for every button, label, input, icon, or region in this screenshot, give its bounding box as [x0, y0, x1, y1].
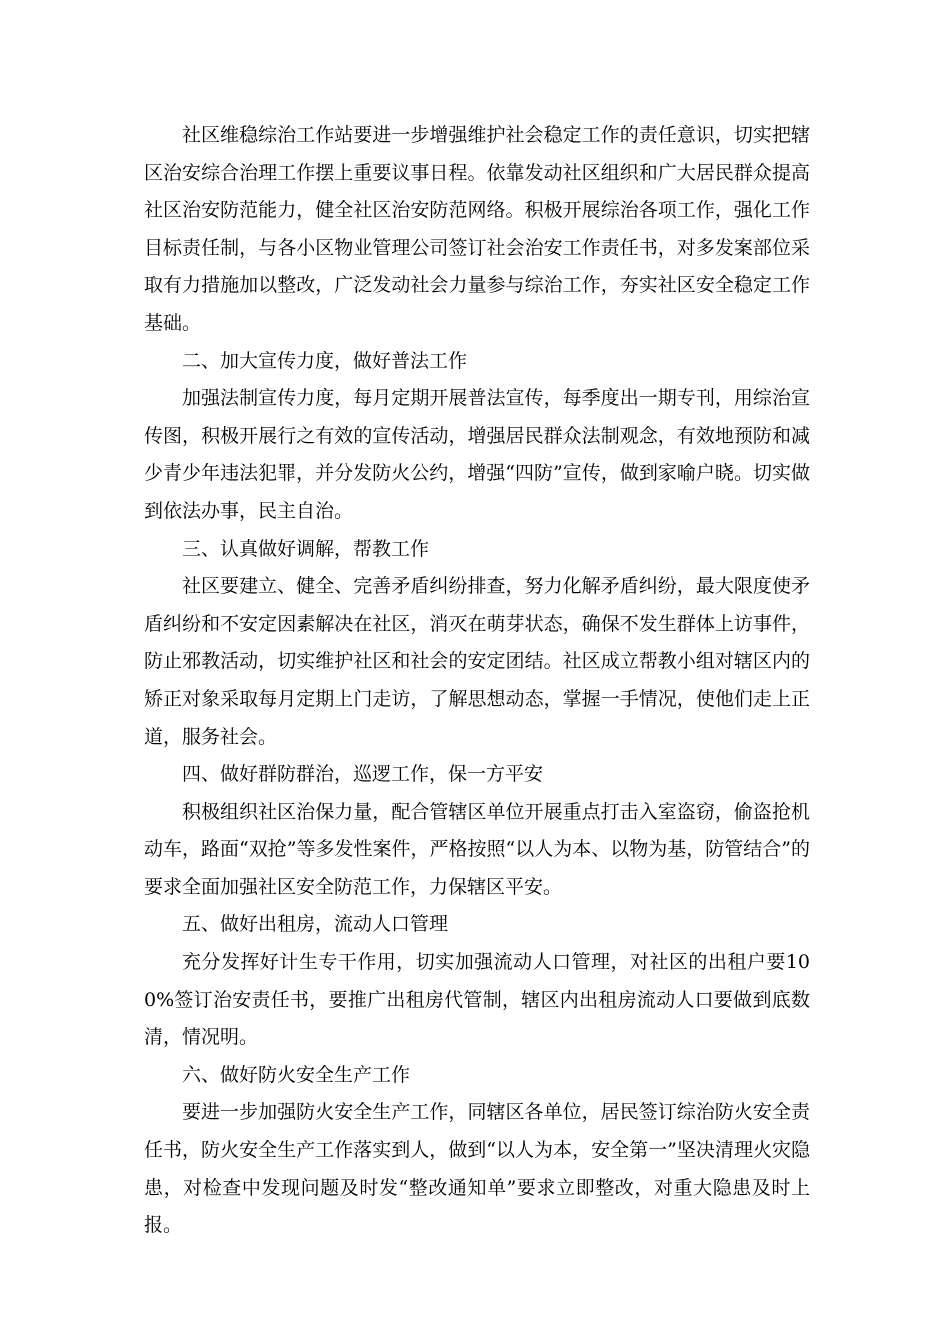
- paragraph-mediation: 社区要建立、健全、完善矛盾纠纷排查，努力化解矛盾纠纷，最大限度使矛盾纠纷和不安定因素解决在社区，消灭在萌芽状态，确保不发生群体上访事件，防止邪教活动，切实维护社区和社会的安定团结。社区成立帮教小组对辖区内的矫正对象采取每月定期上门走访，了解思想动态，掌握一手情况，使他们走上正道，服务社会。: [144, 575, 810, 748]
- section-heading-2: 二、加大宣传力度，做好普法工作: [182, 349, 468, 372]
- section-heading-5: 五、做好出租房，流动人口管理: [182, 913, 449, 936]
- paragraph-stability-work: 社区维稳综治工作站要进一步增强维护社会稳定工作的责任意识，切实把辖区治安综合治理工作摆上重要议事日程。依靠发动社区组织和广大居民群众提高社区治安防范能力，健全社区治安防范网络。积极开展综治各项工作，强化工作目标责任制，与各小区物业管理公司签订社会治安工作责任书，对多发案部位采取有力措施加以整改，广泛发动社会力量参与综治工作，夯实社区安全稳定工作基础。: [144, 124, 810, 334]
- paragraph-fire-safety: 要进一步加强防火安全生产工作，同辖区各单位，居民签订综治防火安全责任书，防火安全生产工作落实到人，做到“以人为本，安全第一”坚决清理火灾隐患，对检查中发现问题及时发“整改通知单”要求立即整改，对重大隐患及时上报。: [144, 1101, 810, 1237]
- paragraph-patrol: 积极组织社区治保力量，配合管辖区单位开展重点打击入室盗窃，偷盗抢机动车，路面“双抢”等多发性案件，严格按照“以人为本、以物为基，防管结合”的要求全面加强社区安全防范工作，力保辖区平安。: [144, 800, 810, 898]
- section-heading-3: 三、认真做好调解，帮教工作: [182, 537, 430, 560]
- section-heading-4: 四、做好群防群治，巡逻工作，保一方平安: [182, 763, 544, 786]
- paragraph-rental-management: 充分发挥好计生专干作用，切实加强流动人口管理，对社区的出租户要100%签订治安责任书，要推广出租房代管制，辖区内出租房流动人口要做到底数清，情况明。: [144, 951, 810, 1049]
- paragraph-legal-publicity: 加强法制宣传力度，每月定期开展普法宣传，每季度出一期专刊，用综治宣传图，积极开展行之有效的宣传活动，增强居民群众法制观念，有效地预防和减少青少年违法犯罪，并分发防火公约，增强“四防”宣传，做到家喻户晓。切实做到依法办事，民主自治。: [144, 387, 810, 522]
- section-heading-6: 六、做好防火安全生产工作: [182, 1063, 411, 1086]
- document-body: [144, 117, 810, 1245]
